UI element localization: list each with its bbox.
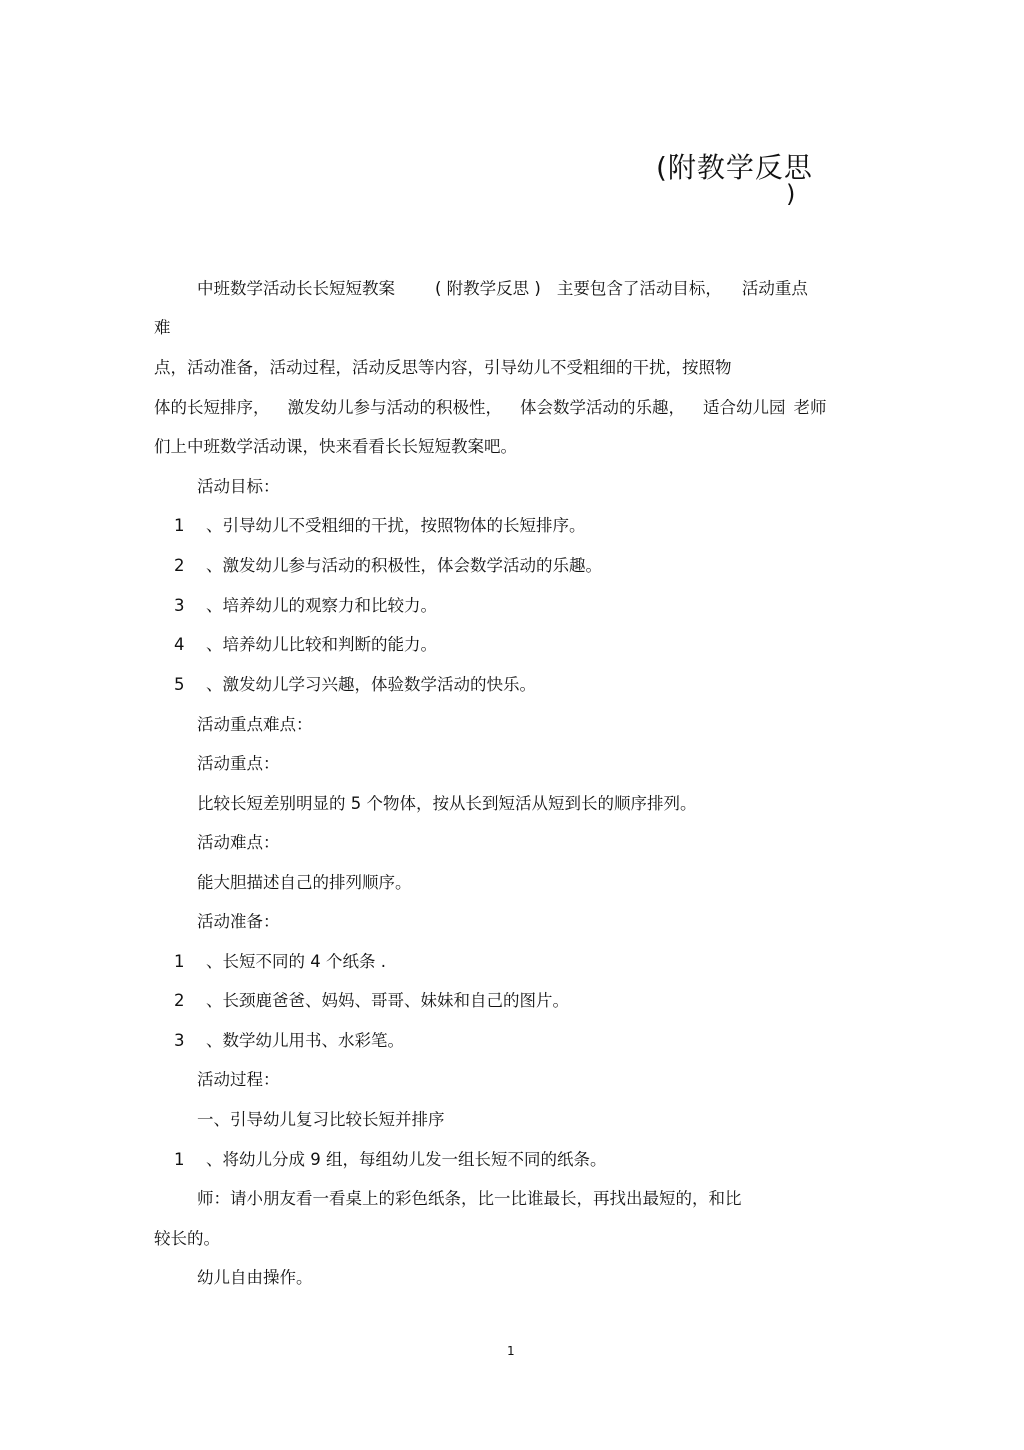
goal-item bbox=[174, 516, 586, 536]
goal-number: 5 bbox=[174, 675, 185, 694]
intro-line-1 bbox=[197, 279, 808, 299]
key-points-heading: 活动重点难点： bbox=[197, 715, 313, 734]
goal-text: 、激发幼儿学习兴趣，体验数学活动的快乐。 bbox=[206, 675, 536, 694]
prep-text: 、长颈鹿爸爸、妈妈、哥哥、妹妹和自己的图片。 bbox=[206, 991, 569, 1010]
prep-heading: 活动准备： bbox=[197, 912, 280, 931]
prep-text: 、长短不同的 4 个纸条 . bbox=[206, 952, 386, 971]
intro-line-4-b: 激发幼儿参与活动的积极性， bbox=[287, 398, 502, 417]
intro-line-4-a: 体的长短排序， bbox=[154, 398, 270, 417]
intro-part-3: 主要包含了活动目标， bbox=[556, 279, 722, 298]
process-step-number: 1 bbox=[174, 1150, 185, 1169]
goal-item bbox=[174, 556, 602, 576]
goal-item bbox=[174, 596, 437, 616]
goal-text: 、引导幼儿不受粗细的干扰，按照物体的长短排序。 bbox=[206, 516, 586, 535]
process-step-text: 、将幼儿分成 9 组，每组幼儿发一组长短不同的纸条。 bbox=[206, 1150, 607, 1169]
process-heading: 活动过程： bbox=[197, 1070, 280, 1089]
goal-text: 、培养幼儿比较和判断的能力。 bbox=[206, 635, 437, 654]
title-line-1: (附教学反思 bbox=[656, 151, 813, 184]
focus-label: 活动重点： bbox=[197, 754, 280, 773]
title-line-2: ) bbox=[786, 180, 796, 208]
goal-item bbox=[174, 675, 536, 695]
teacher-line-2: 较长的。 bbox=[154, 1229, 220, 1248]
difficulty-text: 能大胆描述自己的排列顺序。 bbox=[197, 873, 412, 892]
process-section-1: 一、引导幼儿复习比较长短并排序 bbox=[197, 1110, 445, 1129]
intro-part-2: ( 附教学反思 ) bbox=[435, 279, 541, 298]
intro-line-4-c: 体会数学活动的乐趣， bbox=[520, 398, 685, 417]
intro-line-4 bbox=[154, 398, 827, 418]
prep-text: 、数学幼儿用书、水彩笔。 bbox=[206, 1031, 404, 1050]
intro-line-5: 们上中班数学活动课，快来看看长长短短教案吧。 bbox=[154, 437, 517, 456]
intro-line-3: 点，活动准备，活动过程，活动反思等内容，引导幼儿不受粗细的干扰，按照物 bbox=[154, 358, 732, 377]
prep-item bbox=[174, 991, 569, 1011]
prep-number: 2 bbox=[174, 991, 185, 1010]
goals-heading: 活动目标： bbox=[197, 477, 280, 496]
page-number: 1 bbox=[507, 1344, 515, 1358]
prep-number: 3 bbox=[174, 1031, 185, 1050]
goal-item bbox=[174, 635, 437, 655]
difficulty-label: 活动难点： bbox=[197, 833, 280, 852]
child-action: 幼儿自由操作。 bbox=[197, 1268, 313, 1287]
goal-number: 4 bbox=[174, 635, 185, 654]
intro-part-1: 中班数学活动长长短短教案 bbox=[197, 279, 395, 298]
goal-text: 、培养幼儿的观察力和比较力。 bbox=[206, 596, 437, 615]
prep-item bbox=[174, 952, 386, 972]
intro-line-4-d: 适合幼儿园 bbox=[703, 398, 786, 417]
teacher-line-1: 师：请小朋友看一看桌上的彩色纸条，比一比谁最长，再找出最短的，和比 bbox=[197, 1189, 742, 1208]
process-step bbox=[174, 1150, 607, 1170]
prep-item bbox=[174, 1031, 404, 1051]
intro-line-4-e: 老师 bbox=[793, 398, 827, 417]
goal-text: 、激发幼儿参与活动的积极性，体会数学活动的乐趣。 bbox=[206, 556, 602, 575]
prep-number: 1 bbox=[174, 952, 185, 971]
goal-number: 2 bbox=[174, 556, 185, 575]
intro-line-2: 难 bbox=[154, 318, 171, 337]
goal-number: 1 bbox=[174, 516, 185, 535]
intro-part-4: 活动重点 bbox=[741, 279, 808, 298]
focus-text: 比较长短差别明显的 5 个物体，按从长到短活从短到长的顺序排列。 bbox=[197, 794, 697, 813]
goal-number: 3 bbox=[174, 596, 185, 615]
